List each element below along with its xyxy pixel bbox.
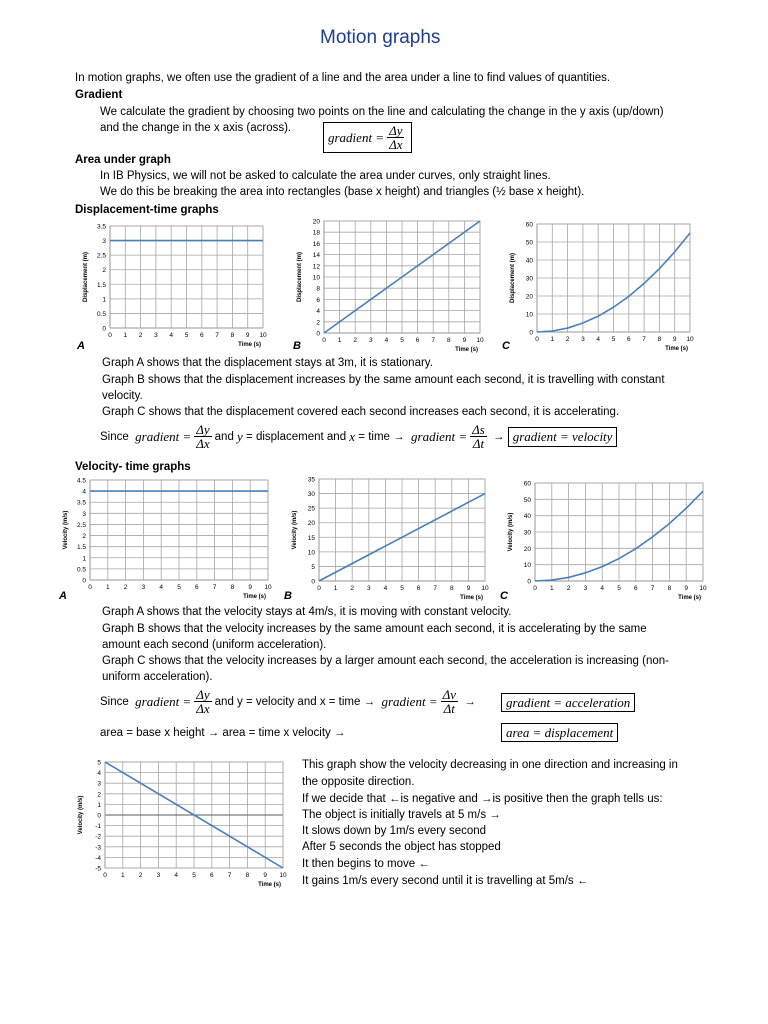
page-title: Motion graphs — [320, 27, 441, 48]
y-tick-label: 8 — [316, 285, 320, 293]
y-axis-title: Velocity (m/s) — [508, 512, 514, 552]
y-tick-label: -4 — [95, 854, 101, 862]
fraction-numerator: Δv — [442, 687, 456, 702]
x-tick-label: 4 — [600, 585, 605, 592]
x-tick-label: 8 — [449, 585, 454, 592]
result-box: gradient = velocity — [508, 427, 618, 447]
vt-since-formula — [100, 688, 476, 715]
gradient-formula-fraction — [387, 124, 404, 151]
y-tick-label: 60 — [525, 221, 533, 229]
x-tick-label: 1 — [105, 584, 110, 591]
grad-lhs-2: gradient = — [381, 693, 438, 709]
y-tick-label: 15 — [307, 534, 315, 542]
y-tick-label: 0 — [316, 330, 320, 338]
y-tick-label: 1.5 — [96, 281, 106, 289]
x-tick-label: 3 — [368, 337, 373, 344]
x-tick-label: 1 — [337, 337, 342, 344]
x-tick-label: 8 — [230, 332, 235, 339]
arrow: → — [493, 430, 505, 443]
x-tick-label: 6 — [626, 336, 631, 343]
dt-label-b: B — [293, 340, 301, 352]
x-tick-label: 10 — [264, 584, 272, 591]
x-axis-title: Time (s) — [665, 346, 688, 352]
x-tick-label: 0 — [322, 337, 326, 344]
y-tick-label: 20 — [307, 520, 315, 528]
x-tick-label: 7 — [650, 585, 655, 592]
y-tick-label: 1 — [97, 801, 101, 809]
chart-svg — [287, 473, 495, 601]
y-tick-label: 3 — [97, 780, 101, 788]
x-tick-label: 4 — [174, 872, 179, 879]
y-tick-label: 2 — [97, 791, 101, 799]
fraction-2 — [441, 688, 458, 715]
vt-heading: Velocity- time graphs — [75, 461, 191, 473]
x-tick-label: 0 — [88, 584, 92, 591]
x-tick-label: 7 — [227, 872, 232, 879]
x-tick-label: 2 — [350, 585, 355, 592]
x-tick-label: 6 — [199, 332, 204, 339]
y-tick-label: 10 — [525, 311, 533, 319]
y-tick-label: -5 — [95, 865, 101, 873]
x-tick-label: 1 — [333, 585, 338, 592]
x-tick-label: 0 — [108, 332, 112, 339]
x-tick-label: 2 — [138, 332, 143, 339]
vt-result-box: gradient = acceleration — [501, 693, 635, 712]
y-tick-label: -1 — [95, 823, 101, 831]
gradient-text-1: We calculate the gradient by choosing two points on the line and calculating the change in the y axis (up/down) — [100, 106, 664, 118]
y-tick-label: 35 — [307, 476, 315, 484]
y-tick-label: 18 — [312, 229, 320, 237]
chart-dt-a — [78, 220, 273, 348]
x-tick-label: 7 — [215, 332, 219, 339]
y-tick-label: 30 — [523, 529, 531, 537]
fraction-numerator: Δs — [472, 422, 485, 437]
x-tick-label: 9 — [245, 332, 250, 339]
y-tick-label: 0 — [527, 578, 531, 586]
x-tick-label: 9 — [684, 585, 689, 592]
x-tick-label: 9 — [466, 585, 471, 592]
y-axis-title: Velocity (m/s) — [78, 795, 84, 835]
y-tick-label: 0 — [311, 578, 315, 586]
vt-area-line: area = base x height → area = time x velocity → — [100, 727, 346, 739]
x-tick-label: 7 — [431, 337, 436, 344]
x-tick-label: 3 — [366, 585, 371, 592]
final-line-1: This graph show the velocity decreasing in one direction and increasing in — [302, 759, 678, 771]
x-tick-label: 9 — [248, 584, 253, 591]
dt-text-c: Graph C shows that the displacement covered each second increases each second, it is accelerating. — [102, 406, 620, 418]
y-tick-label: 0 — [529, 329, 533, 337]
y-tick-label: 2.5 — [76, 521, 86, 529]
chart-svg — [503, 477, 713, 601]
vt-area-result-box: area = displacement — [501, 723, 618, 742]
fraction-denominator: Δx — [389, 137, 403, 152]
y-tick-label: 3 — [102, 238, 106, 246]
x-tick-label: 5 — [400, 337, 404, 344]
x-tick-label: 6 — [415, 337, 420, 344]
mid-text: = displacement and — [246, 430, 347, 443]
x-tick-label: 3 — [581, 336, 585, 343]
x-tick-label: 6 — [209, 872, 214, 879]
x-tick-label: 5 — [184, 332, 189, 339]
y-tick-label: 1 — [82, 555, 86, 563]
x-tick-label: 9 — [263, 872, 268, 879]
y-tick-label: 50 — [525, 239, 533, 247]
x-tick-label: 8 — [657, 336, 662, 343]
x-tick-label: 2 — [123, 584, 128, 591]
chart-dt-b — [292, 215, 490, 353]
y-tick-label: 60 — [523, 480, 531, 488]
y-tick-label: 16 — [312, 240, 320, 248]
x-tick-label: 1 — [123, 332, 128, 339]
vt-text-b1: Graph B shows that the velocity increases by the same amount each second, it is accelerating by the same — [102, 623, 647, 635]
y-tick-label: 14 — [312, 252, 320, 260]
x-tick-label: 5 — [192, 872, 196, 879]
final-line-5: It slows down by 1m/s every second — [302, 825, 487, 837]
y-tick-label: 40 — [525, 257, 533, 265]
x-tick-label: 1 — [550, 336, 555, 343]
y-tick-label: 10 — [523, 562, 531, 570]
final-line-3: If we decide that ←is negative and →is positive then the graph tells us: — [302, 793, 663, 805]
x-tick-label: 1 — [549, 585, 554, 592]
final-line-7: It then begins to move ← — [302, 858, 430, 870]
dt-label-c: C — [502, 340, 510, 352]
vt-text-a: Graph A shows that the velocity stays at 4m/s, it is moving with constant velocity. — [102, 606, 512, 618]
chart-vt-signed — [73, 756, 293, 888]
y-tick-label: 2 — [82, 533, 86, 541]
x-tick-label: 4 — [384, 337, 389, 344]
vt-text-b2: amount each second (uniform acceleration). — [102, 639, 327, 651]
x-tick-label: 3 — [141, 584, 146, 591]
chart-vt-c — [503, 477, 713, 601]
x-tick-label: 5 — [177, 584, 181, 591]
x-axis-title: Time (s) — [455, 347, 478, 353]
y-tick-label: 4 — [82, 488, 86, 496]
y-tick-label: -2 — [95, 833, 101, 841]
x-tick-label: 6 — [194, 584, 199, 591]
x-axis-title: Time (s) — [238, 342, 261, 348]
fraction-denominator: Δt — [472, 436, 485, 451]
area-heading: Area under graph — [75, 154, 171, 166]
x-tick-label: 2 — [353, 337, 358, 344]
y-tick-label: 12 — [312, 263, 320, 271]
x-tick-label: 9 — [462, 337, 467, 344]
x-tick-label: 4 — [383, 585, 388, 592]
fraction — [194, 688, 211, 715]
gradient-formula-box — [323, 122, 412, 153]
y-tick-label: 4.5 — [76, 477, 86, 485]
x-tick-label: 10 — [481, 585, 489, 592]
chart-svg — [78, 220, 273, 348]
y-tick-label: 0 — [102, 325, 106, 333]
final-line-2: the opposite direction. — [302, 776, 415, 788]
final-line-4: The object is initially travels at 5 m/s → — [302, 809, 501, 821]
area-text-2: We do this be breaking the area into rectangles (base x height) and triangles (½ base x height). — [100, 186, 585, 198]
x-tick-label: 5 — [611, 336, 616, 343]
x-tick-label: 0 — [533, 585, 537, 592]
y-tick-label: 5 — [311, 563, 315, 571]
chart-svg — [73, 756, 293, 888]
x-tick-label: 10 — [699, 585, 707, 592]
x-tick-label: 0 — [317, 585, 321, 592]
x-tick-label: 0 — [103, 872, 107, 879]
fraction-denominator: Δx — [196, 436, 210, 451]
y-tick-label: -3 — [95, 844, 101, 852]
mid-text-2: = time → — [358, 430, 405, 443]
chart-dt-c — [505, 218, 700, 352]
vt-label-b: B — [284, 590, 292, 602]
y-axis-title: Displacement (m) — [83, 251, 89, 303]
x-tick-label: 7 — [433, 585, 438, 592]
grad-lhs-2: gradient = — [411, 428, 468, 444]
chart-vt-a — [58, 474, 278, 600]
y-tick-label: 50 — [523, 496, 531, 504]
y-tick-label: 4 — [97, 770, 101, 778]
arrow: → — [464, 695, 476, 708]
vt-label-c: C — [500, 590, 508, 602]
gradient-formula-lhs: gradient = — [328, 129, 385, 145]
x-tick-label: 1 — [120, 872, 125, 879]
fraction — [194, 423, 211, 450]
y-tick-label: 20 — [525, 293, 533, 301]
vt-label-a: A — [59, 590, 67, 602]
x-tick-label: 6 — [416, 585, 421, 592]
y-tick-label: 20 — [523, 545, 531, 553]
and-label: and — [214, 430, 234, 443]
x-tick-label: 8 — [230, 584, 235, 591]
fraction-numerator: Δy — [389, 123, 403, 138]
since-label: Since — [100, 430, 129, 443]
x-tick-label: 6 — [633, 585, 638, 592]
dt-since-formula — [100, 423, 617, 450]
y-tick-label: 10 — [307, 549, 315, 557]
x-tick-label: 10 — [259, 332, 267, 339]
x-tick-label: 5 — [400, 585, 404, 592]
y-tick-label: 1.5 — [76, 544, 86, 552]
x-tick-label: 5 — [617, 585, 621, 592]
fraction-denominator: Δt — [443, 701, 455, 716]
intro-text: In motion graphs, we often use the gradient of a line and the area under a line to find values of quantities. — [75, 72, 611, 84]
y-tick-label: 3.5 — [96, 223, 106, 231]
gradient-text-2: and the change in the x axis (across). — [100, 122, 292, 134]
x-axis-title: Time (s) — [460, 595, 483, 601]
y-tick-label: 0.5 — [96, 310, 106, 318]
x-axis-title: Time (s) — [678, 595, 701, 601]
x-tick-label: 10 — [476, 337, 484, 344]
y-tick-label: 5 — [97, 759, 101, 767]
y-tick-label: 0.5 — [76, 566, 86, 574]
y-tick-label: 0 — [82, 577, 86, 585]
x-tick-label: 3 — [154, 332, 158, 339]
fraction-denominator: Δx — [196, 701, 210, 716]
x-tick-label: 2 — [565, 336, 570, 343]
x-tick-label: 7 — [642, 336, 646, 343]
y-tick-label: 10 — [312, 274, 320, 282]
x-tick-label: 4 — [596, 336, 601, 343]
final-line-8: It gains 1m/s every second until it is travelling at 5m/s ← — [302, 875, 589, 887]
chart-svg — [292, 215, 490, 353]
x-tick-label: 2 — [138, 872, 143, 879]
dt-heading: Displacement-time graphs — [75, 204, 219, 216]
y-tick-label: 1 — [102, 296, 106, 304]
y-tick-label: 3.5 — [76, 499, 86, 507]
var-y: y — [237, 428, 243, 444]
x-tick-label: 3 — [583, 585, 588, 592]
x-tick-label: 10 — [686, 336, 694, 343]
y-axis-title: Displacement (m) — [297, 251, 303, 303]
final-line-6: After 5 seconds the object has stopped — [302, 841, 501, 853]
x-axis-title: Time (s) — [258, 882, 281, 888]
y-tick-label: 4 — [316, 308, 320, 316]
y-tick-label: 2 — [316, 319, 320, 327]
vt-text-c2: uniform acceleration). — [102, 671, 213, 683]
y-axis-title: Velocity (m/s) — [63, 510, 69, 550]
chart-svg — [58, 474, 278, 600]
vt-text-c1: Graph C shows that the velocity increases by a larger amount each second, the acceleration is increasing (non- — [102, 655, 669, 667]
dt-text-a: Graph A shows that the displacement stays at 3m, it is stationary. — [102, 357, 433, 369]
fraction-2 — [470, 423, 487, 450]
y-tick-label: 20 — [312, 218, 320, 226]
chart-vt-b — [287, 473, 495, 601]
x-tick-label: 0 — [535, 336, 539, 343]
area-text-1: In IB Physics, we will not be asked to calculate the area under curves, only straight lines. — [100, 170, 551, 182]
y-axis-title: Displacement (m) — [510, 252, 516, 304]
y-tick-label: 40 — [523, 513, 531, 521]
y-tick-label: 30 — [525, 275, 533, 283]
dt-text-b1: Graph B shows that the displacement increases by the same amount each second, it is travelling with constant — [102, 374, 665, 386]
grad-lhs: gradient = — [135, 428, 192, 444]
chart-svg — [505, 218, 700, 352]
grad-lhs: gradient = — [135, 693, 192, 709]
x-tick-label: 8 — [245, 872, 250, 879]
x-tick-label: 8 — [667, 585, 672, 592]
y-tick-label: 30 — [307, 491, 315, 499]
x-tick-label: 9 — [672, 336, 677, 343]
var-x: x — [349, 428, 356, 444]
dt-text-b2: velocity. — [102, 390, 143, 402]
dt-label-a: A — [77, 340, 85, 352]
x-axis-title: Time (s) — [243, 594, 266, 600]
x-tick-label: 7 — [212, 584, 217, 591]
x-tick-label: 10 — [279, 872, 287, 879]
y-tick-label: 6 — [316, 296, 320, 304]
y-axis-title: Velocity (m/s) — [292, 510, 298, 550]
y-tick-label: 2 — [102, 267, 106, 275]
x-tick-label: 4 — [159, 584, 164, 591]
x-tick-label: 3 — [156, 872, 161, 879]
y-tick-label: 3 — [82, 510, 86, 518]
x-tick-label: 2 — [566, 585, 571, 592]
fraction-numerator: Δy — [196, 422, 210, 437]
y-tick-label: 0 — [97, 812, 101, 820]
fraction-numerator: Δy — [196, 687, 210, 702]
x-tick-label: 8 — [446, 337, 451, 344]
gradient-heading: Gradient — [75, 89, 123, 101]
y-tick-label: 2.5 — [96, 252, 106, 260]
mid-text: and y = velocity and x = time → — [214, 695, 376, 708]
y-tick-label: 25 — [307, 505, 315, 513]
since-label: Since — [100, 695, 129, 708]
x-tick-label: 4 — [169, 332, 174, 339]
